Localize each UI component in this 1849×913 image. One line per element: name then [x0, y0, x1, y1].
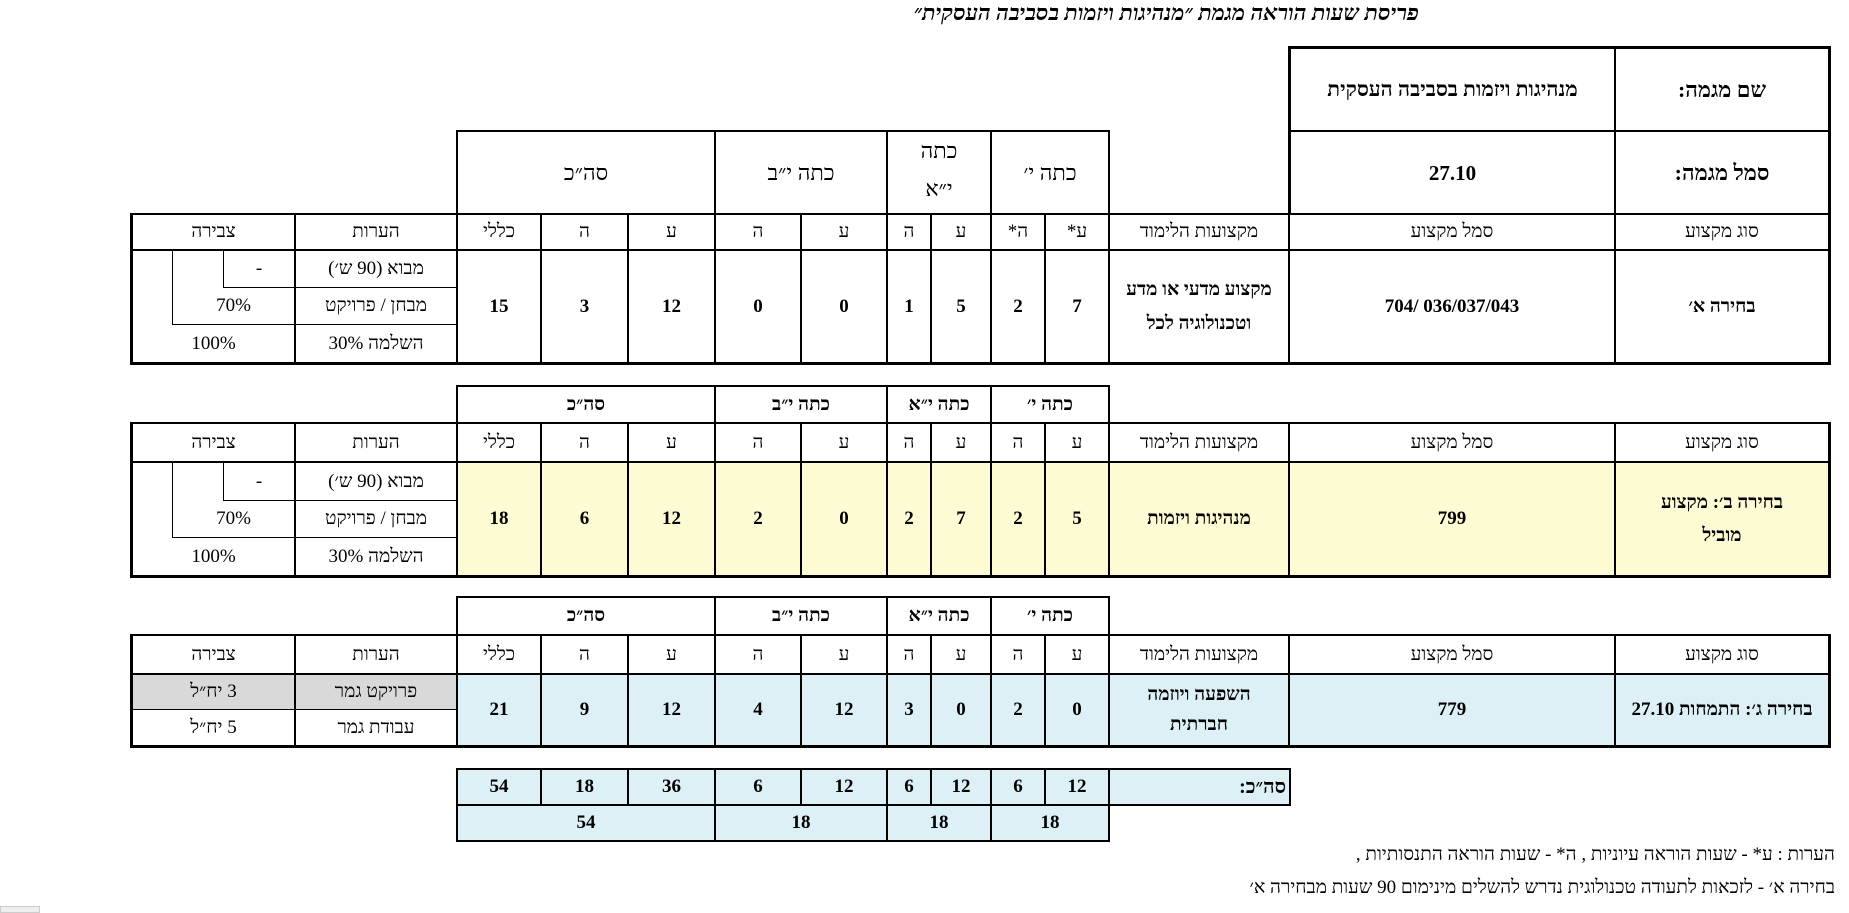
block-a-g11-ayin: 5	[956, 295, 966, 317]
block-a-code: 036/037/043 /704	[1384, 295, 1520, 317]
block-c-col-sum-total: כללי	[482, 643, 516, 665]
block-b-col-sum-he: ה	[579, 431, 590, 453]
block-a-sum-he: 3	[579, 295, 590, 317]
block-a-g11-he: 1	[904, 295, 914, 317]
totals-sum-total: 54	[489, 776, 509, 798]
grade-11-header-line1: כתה	[920, 138, 958, 163]
block-a-accum-1: -	[255, 258, 263, 280]
totals-sum-he: 18	[575, 776, 594, 798]
block-a-g12-ayin: 0	[839, 295, 849, 317]
col-g12-ayin: ע	[838, 221, 850, 243]
block-c-code: 779	[1437, 699, 1467, 721]
grade-10-header: כתה י׳	[1023, 160, 1077, 186]
block-c-sum-he: 9	[579, 699, 590, 721]
block-a-note-1: מבוא (90 ש׳)	[328, 258, 424, 280]
block-c-accum-1: 3 יח״ל	[190, 681, 237, 703]
block-c-g11-he: 3	[904, 699, 914, 721]
block-c-g10-ayin: 0	[1072, 699, 1082, 721]
block-b-col-type: סוג מקצוע	[1685, 431, 1759, 453]
block-b-grade-12: כתה י״ב	[772, 393, 830, 415]
block-c-grade-12: כתה י״ב	[772, 605, 830, 627]
block-c-col-g12-he: ה	[752, 643, 764, 665]
scroll-corner	[0, 906, 40, 913]
block-c-sum-total: 21	[489, 699, 509, 721]
block-c-col-notes: הערות	[352, 643, 400, 665]
block-a-sum-ayin: 12	[662, 295, 681, 317]
totals-g10-he: 6	[1013, 776, 1023, 798]
col-accum: צבירה	[191, 221, 236, 243]
block-c-col-type: סוג מקצוע	[1685, 643, 1759, 665]
block-c-col-g11-ayin: ע	[955, 643, 967, 665]
block-b-col-g12-he: ה	[752, 431, 764, 453]
block-c-col-g12-ayin: ע	[838, 643, 850, 665]
col-g11-he: ה	[903, 221, 915, 243]
block-a-sum-total: 15	[489, 295, 509, 317]
block-b-col-g10-he: ה	[1012, 431, 1024, 453]
block-a-subject: מקצוע מדעי או מדע וטכנולוגיה לכל	[1126, 279, 1272, 334]
block-b-col-sum-ayin: ע	[666, 431, 677, 453]
col-g10-ayin: ע*	[1066, 221, 1088, 243]
block-c-subject: השפעה ויוזמה חברתית	[1147, 683, 1251, 735]
block-b-note-1: מבוא (90 ש׳)	[328, 470, 424, 492]
col-sum-total: כללי	[482, 221, 516, 243]
col-g10-he: ה*	[1007, 221, 1029, 243]
block-b-g11-ayin: 7	[956, 508, 966, 530]
block-b-accum-1: -	[255, 470, 263, 492]
block-b-col-subjects: מקצועות הלימוד	[1139, 431, 1259, 453]
block-b-grade-11: כתה י״א	[908, 393, 970, 415]
block-b-note-3: השלמה 30%	[328, 545, 424, 567]
totals-g10-ayin: 12	[1067, 776, 1087, 798]
block-a-accum-3: 100%	[191, 332, 236, 354]
block-c-accum-2: 5 יח״ל	[190, 716, 237, 738]
grade-total-all: 54	[576, 812, 596, 834]
trend-name-value: מנהיגות ויזמות בסביבה העסקית	[1327, 77, 1578, 102]
block-c-col-code: סמל מקצוע	[1410, 643, 1494, 665]
block-c-g10-he: 2	[1013, 699, 1023, 721]
footnote-1: הערות : ע* - שעות הוראה עיוניות , ה* - שעות הוראה התנסותיות ,	[1355, 844, 1835, 865]
grade-11-header-line2: י״א	[925, 176, 953, 201]
page-title: פריסת שעות הוראה מגמת ״מנהיגות ויזמות בסביבה העסקית״	[913, 0, 1419, 25]
block-c-grade-10: כתה י׳	[1027, 605, 1073, 627]
block-b-g12-he: 2	[753, 508, 763, 530]
block-c-g12-ayin: 12	[834, 699, 854, 721]
footnote-2: בחירה א׳ - לזכאות לתעודה טכנולוגית נדרש להשלים מינימום 90 שעות מבחירה א׳	[1249, 877, 1835, 898]
block-c-grade-11: כתה י״א	[908, 605, 970, 627]
block-a-g10-he: 2	[1013, 295, 1023, 317]
grade-total-11: 18	[929, 812, 949, 834]
block-c-sum-ayin: 12	[662, 699, 681, 721]
block-c-type: בחירה ג׳: התמחות 27.10	[1631, 698, 1813, 720]
block-b-grade-10: כתה י׳	[1027, 393, 1073, 415]
block-c-col-g10-ayin: ע	[1071, 643, 1083, 665]
block-b-grade-sum: סה״כ	[566, 393, 606, 415]
block-b-sum-he: 6	[579, 508, 590, 530]
block-c-col-subjects: מקצועות הלימוד	[1139, 643, 1259, 665]
block-a-g10-ayin: 7	[1072, 295, 1082, 317]
block-b-g10-he: 2	[1013, 508, 1023, 530]
block-c-g12-he: 4	[753, 699, 763, 721]
totals-g12-he: 6	[753, 776, 763, 798]
block-c-col-g10-he: ה	[1012, 643, 1024, 665]
block-b-sum-total: 18	[489, 508, 509, 530]
block-b-col-g10-ayin: ע	[1071, 431, 1083, 453]
grade-sum-header: סה״כ	[563, 160, 609, 186]
block-a-g12-he: 0	[753, 295, 763, 317]
block-b-col-code: סמל מקצוע	[1410, 431, 1494, 453]
block-b-accum-2: 70%	[216, 508, 251, 530]
block-c-col-g11-he: ה	[903, 643, 915, 665]
block-b-col-accum: צבירה	[191, 431, 236, 453]
trend-name-label: שם מגמה:	[1677, 76, 1767, 102]
col-notes: הערות	[352, 221, 400, 243]
block-c-g11-ayin: 0	[956, 699, 966, 721]
trend-code-label: סמל מגמה:	[1674, 160, 1770, 186]
block-b-type: בחירה ב׳: מקצוע מוביל	[1660, 491, 1783, 546]
block-a-note-2: מבחן / פרויקט	[324, 295, 428, 317]
col-sum-he: ה	[579, 221, 590, 243]
grade-total-12: 18	[791, 812, 811, 834]
totals-sum-ayin: 36	[662, 776, 681, 798]
block-b-accum-3: 100%	[191, 545, 236, 567]
block-b-col-notes: הערות	[352, 431, 400, 453]
col-code: סמל מקצוע	[1410, 221, 1494, 243]
block-a-note-3: השלמה 30%	[328, 332, 424, 354]
grade-total-10: 18	[1040, 812, 1060, 834]
block-c-col-sum-ayin: ע	[666, 643, 677, 665]
block-a-type: בחירה א׳	[1688, 295, 1756, 317]
col-subjects: מקצועות הלימוד	[1139, 221, 1259, 243]
block-b-sum-ayin: 12	[662, 508, 681, 530]
totals-g12-ayin: 12	[834, 776, 854, 798]
block-c-grade-sum: סה״כ	[566, 605, 606, 627]
block-b-g11-he: 2	[904, 508, 914, 530]
totals-g11-he: 6	[904, 776, 914, 798]
block-b-col-g11-he: ה	[903, 431, 915, 453]
block-b-col-g12-ayin: ע	[838, 431, 850, 453]
totals-g11-ayin: 12	[951, 776, 971, 798]
block-b-note-2: מבחן / פרויקט	[324, 508, 428, 530]
totals-label: סה״כ:	[1239, 776, 1286, 798]
block-b-g10-ayin: 5	[1072, 508, 1082, 530]
block-c-note-1: פרויקט גמר	[334, 681, 418, 703]
col-g12-he: ה	[752, 221, 764, 243]
col-g11-ayin: ע	[955, 221, 967, 243]
block-a-accum-2: 70%	[216, 295, 251, 317]
block-b-code: 799	[1437, 508, 1467, 530]
col-type: סוג מקצוע	[1685, 221, 1759, 243]
grade-12-header: כתה י״ב	[767, 160, 835, 186]
trend-code-value: 27.10	[1428, 160, 1477, 185]
block-b-g12-ayin: 0	[839, 508, 849, 530]
block-c-note-2: עבודת גמר	[337, 716, 415, 738]
block-b-subject: מנהיגות ויזמות	[1147, 508, 1251, 530]
block-b-col-sum-total: כללי	[482, 431, 516, 453]
block-c-col-sum-he: ה	[579, 643, 590, 665]
block-b-col-g11-ayin: ע	[955, 431, 967, 453]
block-c-col-accum: צבירה	[191, 643, 236, 665]
col-sum-ayin: ע	[666, 221, 677, 243]
